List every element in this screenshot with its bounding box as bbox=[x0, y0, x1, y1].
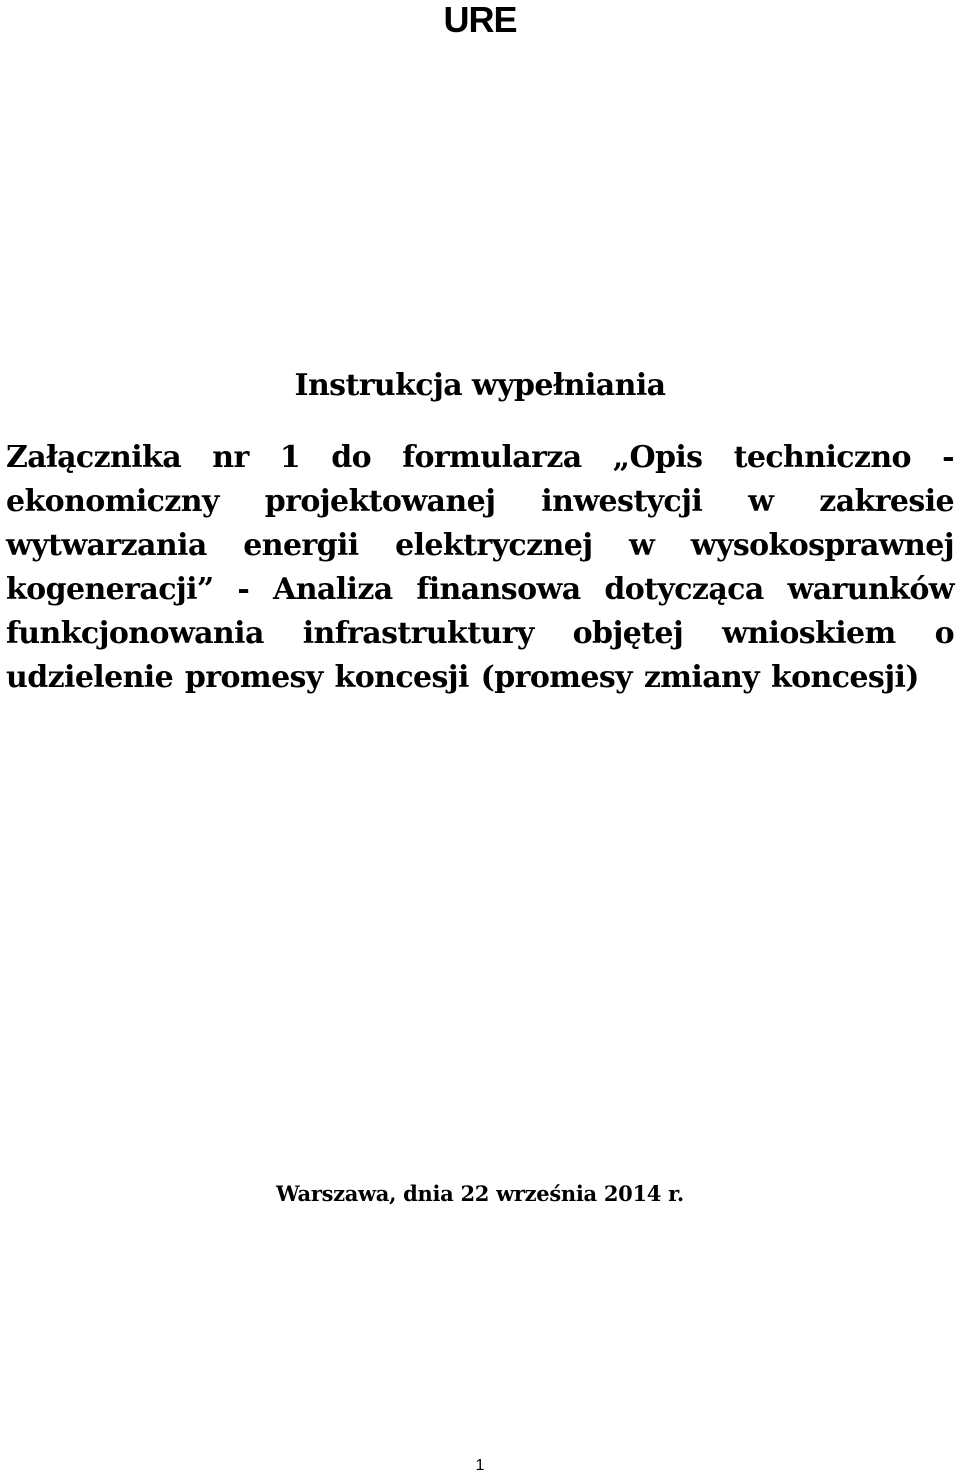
document-date: Warszawa, dnia 22 września 2014 r. bbox=[276, 1181, 684, 1206]
document-title: Instrukcja wypełniania bbox=[294, 368, 666, 403]
page-header-title: URE bbox=[443, 0, 517, 40]
document-body: Załącznika nr 1 do formularza „Opis techniczno - ekonomiczny projektowanej inwestycji w zakresie wytwarzania energii elektrycznej w wysokosprawnej kogeneracji” - Analiza finansowa dotycząca warunków funkcjonowania infrastruktury objętej wnioskiem o udzielenie promesy koncesji (promesy zmiany koncesji) bbox=[6, 440, 954, 695]
page-number: 1 bbox=[475, 1457, 485, 1474]
